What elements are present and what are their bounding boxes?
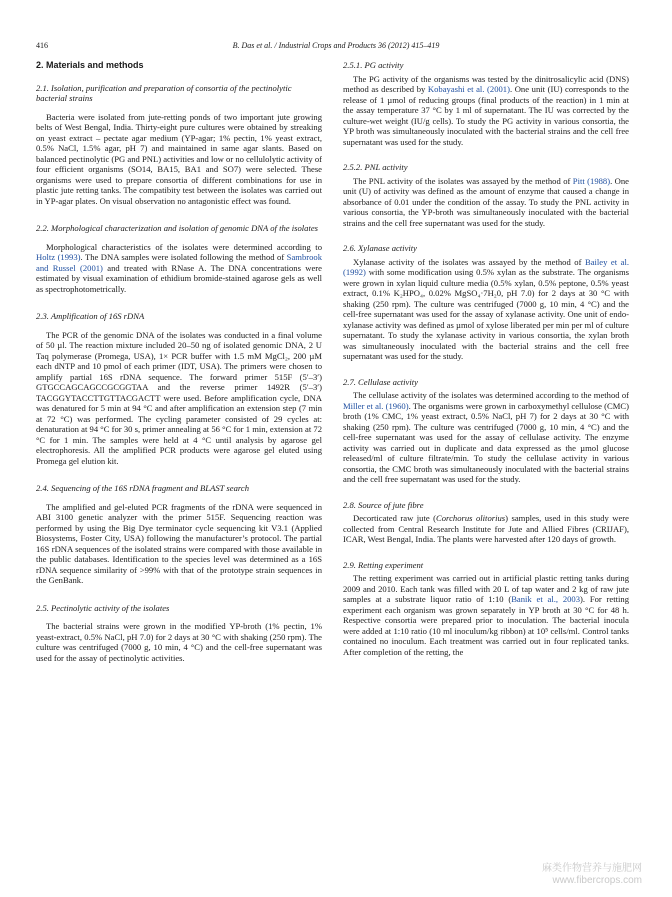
paragraph-2-4: The amplified and gel-eluted PCR fragments of the rDNA were sequenced in ABI 3100 genetic analyzer with the primer 515F. Sequencing reaction was performed by using the Big Dye terminator cycle sequencing kit V3.1 (Applied Biosystems, Foster City, USA) following the manufacturer’s protocol. The partial 16S rDNA sequences of the isolated strains were compared with those available in the public databases. Identification to the species level was determined as a 16S rDNA sequence similarity of >99% with that of the prototype strain sequences in the GenBank. [36,501,322,585]
paragraph-2-7 [343,390,629,485]
citation-link[interactable]: Miller et al. (1960) [343,400,409,411]
subsection-heading-2-8: 2.8. Source of jute fibre [343,499,424,510]
subsection-heading-2-3: 2.3. Amplification of 16S rDNA [36,311,145,321]
watermark-line-2: www.fibercrops.com [552,875,642,886]
text-run: ) samples, used in this study were collected from Central Research Institute for Jute and Allied Fibres (CRIJAF), ICAR, West Bengal, India. The plants were harvested after 120 days of growth. [343,513,629,544]
subsection-heading-2-6: 2.6. Xylanase activity [343,243,417,253]
watermark-line-1: 麻类作物营养与施肥网 [542,863,642,874]
text-run: The cellulase activity of the isolates was determined according to the method of [353,390,629,400]
paragraph-2-2 [36,242,322,295]
subsection-heading-2-1: 2.1. Isolation, purification and preparation of consortia of the pectinolytic bacterial strains [36,82,292,103]
paragraph-2-5-2 [343,176,629,229]
subsection-heading-2-5-2: 2.5.2. PNL activity [343,162,408,172]
paragraph-2-1: Bacteria were isolated from jute-retting ponds of two important jute growing belts of West Bengal, India. Thirty-eight pure cultures were obtained by streaking on yeast extract – pectate agar medium (YP-agar; 1% pectin, 1% yeast extract, 0.5% NaCl, 1.5% agar, pH 7) and maintained in same agar slants. Based on balanced pectinolytic (PG and PNL) activities and low or no cellulolytic activity of four efficient organisms (SO14, BA15, BA1 and SO7) were selected. These organisms were used to prepare consortia of different combinations for use in plastic jute retting tanks. The compatibity test between the isolates was carried out in YP-agar plates. On visual observation no antagonistic effect was found. [36,111,322,206]
subsection-heading-2-2: 2.2. Morphological characterization and isolation of genomic DNA of the isolates [36,223,318,233]
text-run: ). For retting experiment each organism was grown separately in YP broth at 30 °C for 48 h. Respective consortia were prepared prior to inoculation. The bacterial inocula were added at 1:10 ratio (10 ml inoculum/kg ribbon) at 10⁵ cells/ml. Control tanks contained no inoculum. Each treatment was carried out in four replicated tanks. After completion of the retting, the [343,594,629,657]
species-name: Corchorus olitorius [436,513,506,523]
page-header [36,40,636,52]
paragraph-2-5-1 [343,74,629,148]
journal-reference: B. Das et al. / Industrial Crops and Products 36 (2012) 415–419 [232,41,440,50]
citation-link[interactable]: Sambrook and Russel (2001) [36,252,322,273]
paragraph-2-3: The PCR of the genomic DNA of the isolates was conducted in a final volume of 50 µl. The reaction mixture included 20–50 ng of isolated genomic DNA, 2 U Taq polymerase (Promega, USA), 1× PCR buffer with 1.5 mM MgCl₂, 200 µM each dNTP and 10 pmol of each primer (IDT, USA). The primers were chosen to amplify partial 16S rDNA sequence. The forward primer 515F (5′–3′) GTGCCAGCAGCCGCGGTAA and the reverse primer 1492R (5′–3′) TACGGYTACCTTGTTACGACTT were used. Before amplification cycle, DNA was denatured for 5 min at 94 °C and after amplification an extension step (7 min at 72 °C) was performed. The cycling parameter consisted of 29 cycles at: denaturation at 94 °C for 30 s, primer annealing at 56 °C for 1 min, extension at 72 °C for 1 min. The samples were held at 4 °C until analysis by agarose gel electrophoresis. All the amplified PCR products were agarose gel eluted using Promega gel elution kit. [36,329,322,466]
subsection-heading-2-5-1: 2.5.1. PG activity [343,60,404,70]
text-run: . The organisms were grown in carboxymethyl cellulose (CMC) broth (1% CMC, 1% yeast extract, 0.5% NaCl, pH 7) for 2 days at 30 °C with shaking (250 rpm). The culture was centrifuged (7000 g, 10 min, 4 °C) and the cell-free supernatant was used for the assay of cellulase activity. The enzyme activity was carried out in duplicate and data expressed as the µmol glucose released/ml of culture filtrate/min. To study the cellulase activity in various consortia, the CMC broth was simultaneously inoculated with the bacterial strains and the cell free supernatant was used for the study. [343,400,629,484]
text-run: . The DNA samples were isolated following the method of [80,252,287,262]
paragraph-2-6 [343,257,629,362]
text-run: and treated with RNase A. The DNA concentrations were estimated by visual examination of ethidium bromide-stained agarose gels as well as spectrophotometrically. [36,262,322,294]
text-run: The PG activity of the organisms was tested by the dinitrosalicylic acid (DNS) method as described by [343,73,629,94]
watermark [542,863,642,887]
paragraph-2-9 [343,573,629,657]
subsection-heading-2-4: 2.4. Sequencing of the 16S rDNA fragment and BLAST search [36,483,250,493]
text-run: Xylanase activity of the isolates was assayed by the method of [353,256,585,267]
subsection-heading-2-5: 2.5. Pectinolytic activity of the isolates [36,602,170,613]
left-column [36,60,322,680]
paragraph-2-5: The bacterial strains were grown in the modified YP-broth (1% pectin, 1% yeast-extract, 0.5% NaCl, pH 7.0) for 2 days at 30 °C with shaking (250 rpm). The culture was centrifuged (7000 g, 10 min, 4 °C) and the cell-free supernatant was used for the assay of pectinolytic activities. [36,621,322,663]
right-column [343,60,629,672]
citation-link[interactable]: Bailey et al. (1992) [343,256,629,277]
citation-link[interactable]: Kobayashi et al. (2001) [427,84,510,94]
citation-link[interactable]: Banik et al., 2003 [511,594,581,604]
page-number: 416 [36,41,48,50]
citation-link[interactable]: Pitt (1988) [572,175,611,186]
text-run: with some modification using 0.5% xylan as the substrate. The organisms were grown in xylan liquid culture media (0.5% xylan, 0.5% peptone, 0.5% yeast extract, 0.1% K₂HPO₄, 0.02% MgSO₄·7H₂0, pH 7.0) for 2 days at 30 °C with shaking (250 rpm). The culture was centrifuged (7000 g, 10 min, 4 °C) and the cell-free supernatant was used for the assay of xylanase activity. One unit of endo-xylanase activity was defined as µmol of xylose liberated per min per ml of culture supernatant. To study the xylanase activity in various consortia, the xylan broth was simultaneously inoculated with the bacterial strains and the cell free supernatant was used for the study. [343,267,629,361]
text-run: The retting experiment was carried out in artificial plastic retting tanks during 2009 and 2010. Each tank was filled with 20 L of tap water and 2 kg of raw jute samples at a substrate liquor ratio of 1:10 ( [343,573,629,604]
paragraph-2-8 [343,513,629,545]
citation-link[interactable]: Holtz (1993) [36,252,81,262]
text-run: Morphological characteristics of the isolates were determined according to [46,241,322,252]
subsection-heading-2-9: 2.9. Retting experiment [343,559,424,570]
subsection-heading-2-7: 2.7. Cellulase activity [343,376,418,387]
text-run: Decorticated raw jute ( [353,513,437,523]
text-run: The PNL activity of the isolates was assayed by the method of [353,175,573,186]
section-title: 2. Materials and methods [36,60,144,70]
text-run: . One unit (IU) corresponds to the release of 1 µmol of reducing groups (final products of the reaction) in 1 min at the assay temperature 37 °C by 1 ml of supernatant. The IU was corrected by the culture-wet weight (IU/g cells). To study the PG activity in various consortia, the YP broth was simultaneously inoculated with the bacterial strains and the cell free supernatant was used for the study. [343,84,629,147]
text-run: . One unit (U) of activity was defined as the amount of enzyme that caused a change in absorbance of 0.01 under the condition of the assay. To study the PNL activity in various consortia, the YP-broth was simultaneously inoculated with the bacterial strains and the cell free supernatant was used for the study. [343,175,629,228]
